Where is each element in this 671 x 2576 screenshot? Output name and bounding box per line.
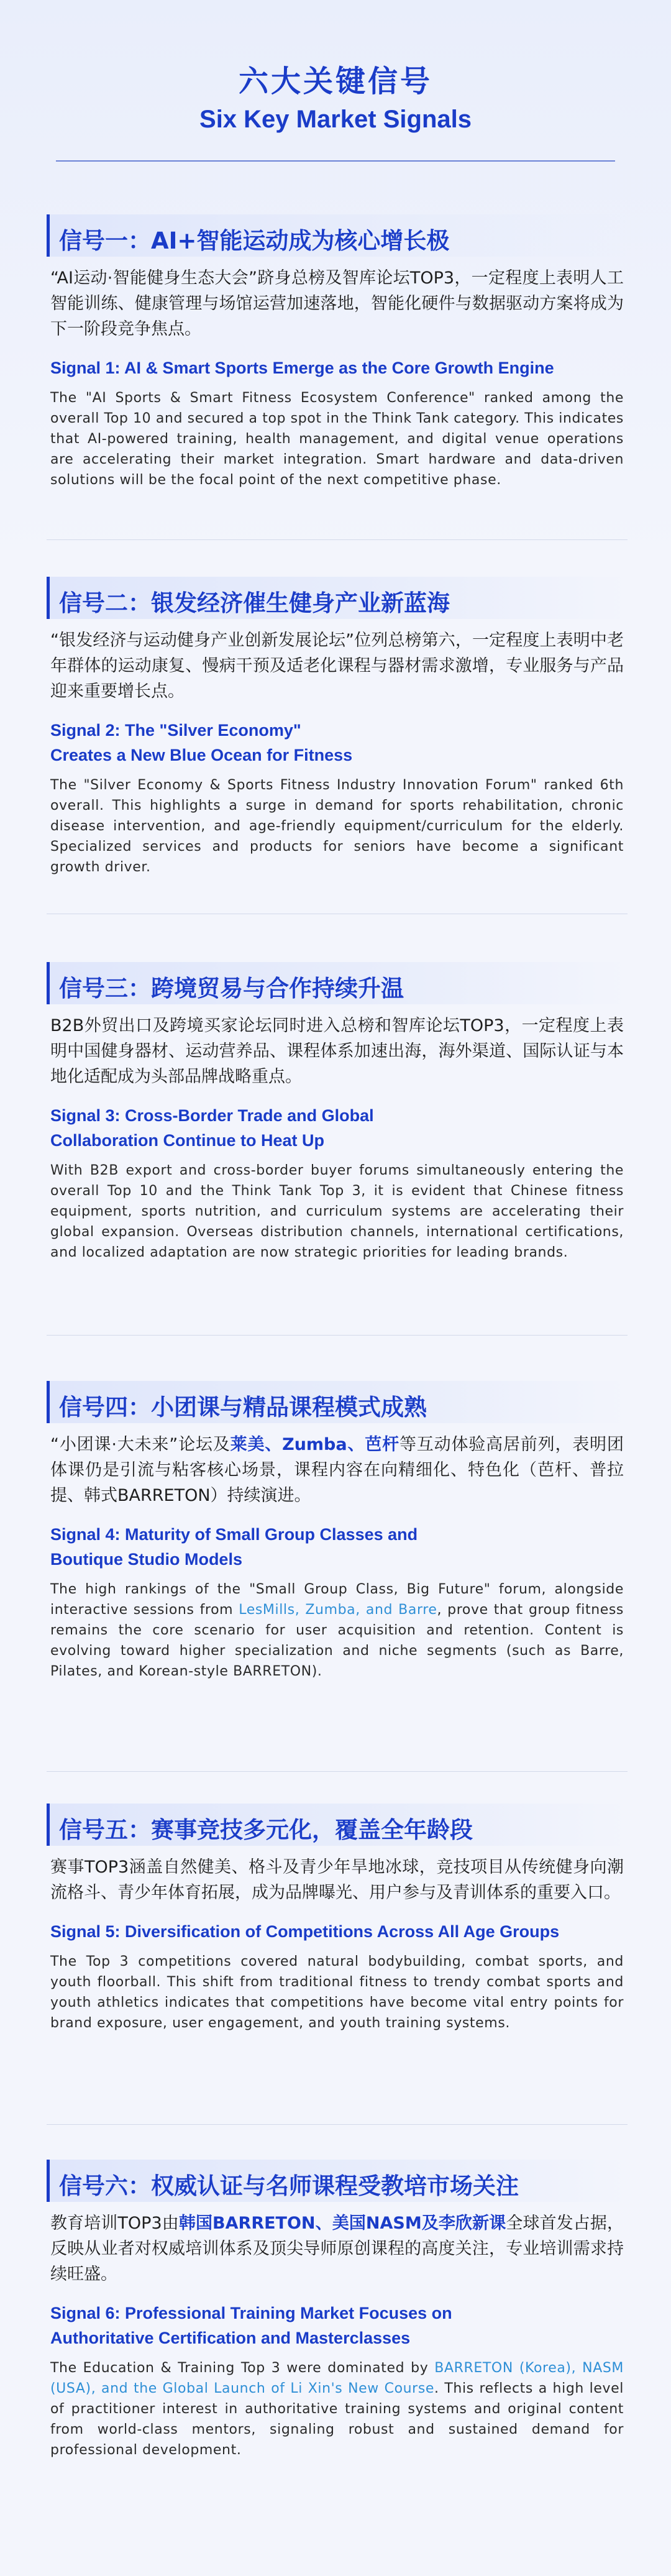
signal-header bbox=[47, 1381, 628, 1423]
signal-header bbox=[47, 1804, 628, 1846]
signal-section-4 bbox=[47, 1381, 628, 1682]
signal-header bbox=[47, 962, 628, 1004]
signal-zh-text: 赛事TOP3涵盖自然健美、格斗及青少年旱地冰球，竞技项目从传统健身向潮流格斗、青少年体育拓展，成为品牌曝光、用户参与及青训体系的重要入口。 bbox=[50, 1858, 624, 1902]
zh-text-pre: 教育培训TOP3由 bbox=[50, 2214, 179, 2233]
signal-en-text: The "AI Sports & Smart Fitness Ecosystem Conference" ranked among the overall Top 10 and secured a top spot in the Think Tank category. This indicates that AI-powered training, health management, and digital venue operations are accelerating their market integration. Smart hardware and data-driven solutions will be the focal point of the next competitive phase. bbox=[50, 390, 624, 488]
en-text-post: . This reflects a high level of practitioner interest in authoritative training systems and original content from world-class mentors, signaling robust and sustained demand for professional development. bbox=[50, 2381, 624, 2458]
signal-en-title: Signal 5: Diversification of Competitions Across All Age Groups bbox=[50, 1922, 560, 1941]
section-divider bbox=[47, 2124, 628, 2125]
signal-en-text: The Top 3 competitions covered natural bodybuilding, combat sports, and youth floorball. This shift from traditional fitness to trendy combat sports and youth athletics indicates that competitions have become vital entry points for brand exposure, user engagement, and youth training systems. bbox=[50, 1954, 624, 2031]
accent-bar bbox=[47, 1381, 50, 1423]
zh-highlight: 莱美、Zumba、芭杆 bbox=[230, 1435, 399, 1454]
signal-en-title-line-1: Signal 6: Professional Training Market Focuses on bbox=[50, 2304, 452, 2322]
signal-zh-text: “银发经济与运动健身产业创新发展论坛”位列总榜第六，一定程度上表明中老年群体的运动康复、慢病干预及适老化课程与器材需求激增，专业服务与产品迎来重要增长点。 bbox=[50, 631, 624, 701]
signal-section-3 bbox=[47, 962, 628, 1263]
signal-en-title: Signal 1: AI & Smart Sports Emerge as the Core Growth Engine bbox=[50, 359, 554, 377]
signal-en-text: With B2B export and cross-border buyer forums simultaneously entering the overall Top 10 and the Think Tank Top 3, it is evident that Chinese fitness equipment, sports nutrition, and curriculum systems are accelerating their global expansion. Overseas distribution channels, international certifications, and localized adaptation are now strategic priorities for leading brands. bbox=[50, 1163, 624, 1260]
signal-en-text bbox=[47, 1579, 628, 1682]
signal-en-title-line-2: Boutique Studio Models bbox=[50, 1550, 242, 1569]
accent-bar bbox=[47, 214, 50, 257]
signal-en-title-line-1: Signal 2: The "Silver Economy" bbox=[50, 721, 301, 740]
en-text-post: , prove that group fitness remains the core scenario for user acquisition and retention. Content is evolving toward higher specialization and niche segments (such as Barre, Pilates, and Korean-style BARRETON). bbox=[50, 1602, 624, 1679]
page-title-en: Six Key Market Signals bbox=[199, 106, 472, 133]
signal-zh-text: “AI运动·智能健身生态大会”跻身总榜及智库论坛TOP3，一定程度上表明人工智能训练、健康管理与场馆运营加速落地，智能化硬件与数据驱动方案将成为下一阶段竞争焦点。 bbox=[50, 268, 624, 339]
signal-en-title-line-2: Authoritative Certification and Masterclasses bbox=[50, 2329, 411, 2347]
accent-bar bbox=[47, 2160, 50, 2202]
zh-highlight: 韩国BARRETON、美国NASM及李欣新课 bbox=[178, 2214, 506, 2233]
signal-header bbox=[47, 214, 628, 257]
signal-en-title bbox=[47, 2301, 628, 2350]
signal-zh-text bbox=[47, 2211, 628, 2287]
signal-zh-text: B2B外贸出口及跨境买家论坛同时进入总榜和智库论坛TOP3，一定程度上表明中国健身器材、运动营养品、课程体系加速出海，海外渠道、国际认证与本地化适配成为头部品牌战略重点。 bbox=[50, 1016, 624, 1086]
signal-zh-text bbox=[47, 1432, 628, 1508]
signal-section-2 bbox=[47, 577, 628, 878]
signal-header bbox=[47, 2160, 628, 2202]
title-divider bbox=[56, 160, 615, 162]
section-divider bbox=[47, 1335, 628, 1336]
signal-en-title-line-1: Signal 3: Cross-Border Trade and Global bbox=[50, 1106, 374, 1125]
section-divider bbox=[47, 1771, 628, 1772]
signal-heading: 信号五：赛事竞技多元化，覆盖全年龄段 bbox=[59, 1817, 473, 1843]
signal-en-text: The "Silver Economy & Sports Fitness Industry Innovation Forum" ranked 6th overall. This highlights a surge in demand for sports rehabilitation, chronic disease intervention, and age-friendly equipment/curriculum for the elderly. Specialized services and products for seniors have become a significant growth driver. bbox=[50, 777, 624, 875]
zh-text-post: 等互动体验高居前列，表明团体课仍是引流与粘客核心场景，课程内容在向精细化、特色化（芭杆、普拉提、韩式BARRETON）持续演进。 bbox=[50, 1435, 624, 1505]
signal-section-5 bbox=[47, 1804, 628, 2033]
signal-en-title bbox=[47, 718, 628, 768]
accent-bar bbox=[47, 962, 50, 1004]
en-text-pre: The Education & Training Top 3 were dominated by bbox=[50, 2360, 435, 2376]
page-title-zh: 六大关键信号 bbox=[238, 64, 432, 99]
signal-en-title-line-2: Collaboration Continue to Heat Up bbox=[50, 1131, 324, 1150]
signal-heading: 信号四：小团课与精品课程模式成熟 bbox=[59, 1394, 427, 1421]
signal-heading: 信号二：银发经济催生健身产业新蓝海 bbox=[59, 590, 450, 616]
en-highlight-link: BARRETON (Korea), NASM (USA), and the Global Launch of Li Xin's New Course bbox=[50, 2360, 624, 2396]
section-divider bbox=[47, 539, 628, 540]
signal-heading: 信号一：AI+智能运动成为核心增长极 bbox=[59, 227, 450, 254]
signal-en-title bbox=[47, 1103, 628, 1153]
signal-section-6 bbox=[47, 2160, 628, 2460]
signal-en-title-line-2: Creates a New Blue Ocean for Fitness bbox=[50, 746, 353, 764]
signal-heading: 信号三：跨境贸易与合作持续升温 bbox=[59, 975, 404, 1002]
en-highlight-link: LesMills, Zumba, and Barre bbox=[239, 1602, 437, 1618]
accent-bar bbox=[47, 1804, 50, 1846]
signal-heading: 信号六：权威认证与名师课程受教培市场关注 bbox=[59, 2173, 519, 2199]
zh-text-post: 全球首发占据，反映从业者对权威培训体系及顶尖导师原创课程的高度关注，专业培训需求持续旺盛。 bbox=[50, 2214, 624, 2284]
signal-en-title bbox=[47, 1522, 628, 1572]
en-text-pre: The high rankings of the "Small Group Class, Big Future" forum, alongside interactive sessions from bbox=[50, 1582, 624, 1618]
signal-header bbox=[47, 577, 628, 619]
signal-en-title-line-1: Signal 4: Maturity of Small Group Classes and bbox=[50, 1525, 418, 1544]
zh-text-pre: “小团课·大未来”论坛及 bbox=[50, 1435, 231, 1454]
accent-bar bbox=[47, 577, 50, 619]
signal-en-text bbox=[47, 2358, 628, 2460]
signal-section-1 bbox=[47, 214, 628, 490]
